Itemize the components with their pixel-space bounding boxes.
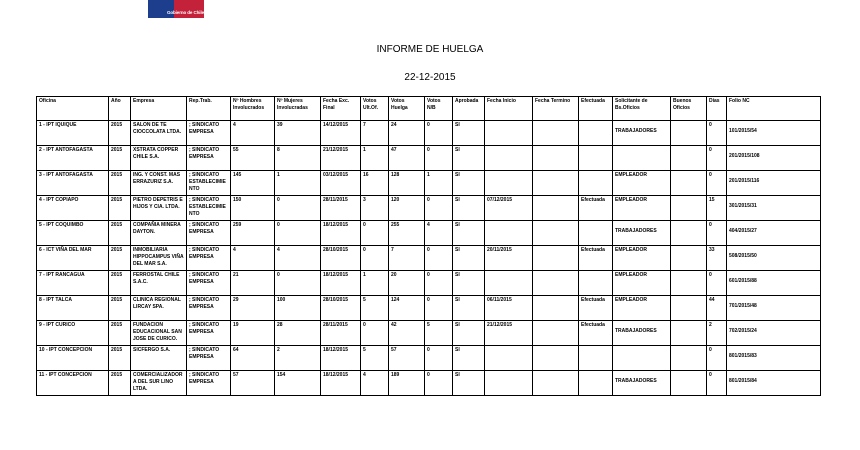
cell-buenos (671, 346, 707, 371)
table-row (37, 246, 821, 271)
cell-votos-huelga: 189 (389, 371, 425, 396)
cell-anio: 2015 (109, 121, 131, 146)
cell-fecha-exc: 18/12/2015 (321, 371, 361, 396)
cell-anio: 2015 (109, 246, 131, 271)
table-row (37, 221, 821, 246)
cell-termino (533, 221, 579, 246)
cell-value: TRABAJADORES (615, 378, 657, 384)
cell-solicitante: EMPLEADOR (613, 171, 671, 196)
cell-inicio: 07/12/2015 (485, 196, 533, 221)
cell-buenos (671, 296, 707, 321)
cell-anio: 2015 (109, 321, 131, 346)
table-row (37, 146, 821, 171)
cell-anio: 2015 (109, 371, 131, 396)
cell-votos-nb: 0 (425, 196, 453, 221)
cell-aprobada: SI (453, 196, 485, 221)
table-row (37, 121, 821, 146)
cell-empresa: INMOBILIARIA HIPPOCAMPUS VIÑA DEL MAR S.A. (131, 246, 187, 271)
cell-rep: ; SINDICATO EMPRESA (187, 321, 231, 346)
cell-fecha-exc: 18/12/2015 (321, 271, 361, 296)
cell-fecha-exc: 28/10/2015 (321, 246, 361, 271)
cell-inicio: 20/11/2015 (485, 246, 533, 271)
cell-votos-nb: 0 (425, 121, 453, 146)
cell-termino (533, 171, 579, 196)
cell-aprobada: SI (453, 171, 485, 196)
cell-inicio (485, 271, 533, 296)
cell-empresa: COMPAÑIA MINERA DAYTON. (131, 221, 187, 246)
cell-folio (727, 296, 821, 321)
cell-efectuada (579, 121, 613, 146)
cell-rep: ; SINDICATO EMPRESA (187, 271, 231, 296)
cell-inicio (485, 371, 533, 396)
cell-buenos (671, 246, 707, 271)
logo-blue-block (148, 0, 174, 18)
cell-value: 801/2015/84 (729, 378, 757, 384)
cell-votos-huelga: 120 (389, 196, 425, 221)
column-header: Solicitante de Bs.Oficios (613, 97, 671, 121)
cell-value: TRABAJADORES (615, 128, 657, 134)
column-header: Votos Huelga (389, 97, 425, 121)
cell-hombres: 21 (231, 271, 275, 296)
cell-mujeres: 100 (275, 296, 321, 321)
cell-anio: 2015 (109, 171, 131, 196)
cell-votos-nb: 0 (425, 146, 453, 171)
cell-inicio (485, 221, 533, 246)
cell-empresa: PIETRO DEPETRIS E HIJOS Y CIA. LTDA. (131, 196, 187, 221)
column-header: Nº Hombres Involucrados (231, 97, 275, 121)
cell-value: 801/2015/83 (729, 353, 757, 359)
cell-votos-ult: 7 (361, 121, 389, 146)
cell-mujeres: 0 (275, 271, 321, 296)
column-header: Votos Ult.Of. (361, 97, 389, 121)
cell-anio: 2015 (109, 146, 131, 171)
cell-oficina: 10 - IPT CONCEPCION (37, 346, 109, 371)
cell-fecha-exc: 21/12/2015 (321, 146, 361, 171)
cell-inicio: 06/11/2015 (485, 296, 533, 321)
column-header: Aprobada (453, 97, 485, 121)
cell-hombres: 64 (231, 346, 275, 371)
cell-value: TRABAJADORES (615, 228, 657, 234)
column-header: Rep.Trab. (187, 97, 231, 121)
cell-termino (533, 346, 579, 371)
cell-votos-nb: 4 (425, 221, 453, 246)
table-header-row (37, 97, 821, 121)
cell-dias: 0 (707, 346, 727, 371)
cell-solicitante: EMPLEADOR (613, 196, 671, 221)
cell-dias: 0 (707, 121, 727, 146)
cell-votos-ult: 0 (361, 246, 389, 271)
cell-solicitante (613, 371, 671, 396)
cell-fecha-exc: 18/12/2015 (321, 346, 361, 371)
cell-votos-ult: 3 (361, 196, 389, 221)
column-header: Fecha Termino (533, 97, 579, 121)
cell-termino (533, 321, 579, 346)
column-header: Fecha Exc. Final (321, 97, 361, 121)
cell-aprobada: SI (453, 246, 485, 271)
cell-dias: 0 (707, 221, 727, 246)
cell-buenos (671, 321, 707, 346)
cell-fecha-exc: 28/10/2015 (321, 296, 361, 321)
cell-votos-ult: 1 (361, 146, 389, 171)
cell-value: 404/2015/27 (729, 228, 757, 234)
cell-fecha-exc: 18/12/2015 (321, 221, 361, 246)
cell-folio (727, 221, 821, 246)
report-date: 22-12-2015 (404, 72, 456, 83)
cell-oficina: 5 - IPT COQUIMBO (37, 221, 109, 246)
table-row (37, 296, 821, 321)
cell-aprobada: SI (453, 296, 485, 321)
cell-empresa: SALON DE TE CIOCCOLATA LTDA. (131, 121, 187, 146)
cell-rep: ; SINDICATO EMPRESA (187, 346, 231, 371)
cell-mujeres: 2 (275, 346, 321, 371)
column-header: Folio NC (727, 97, 821, 121)
cell-votos-ult: 4 (361, 371, 389, 396)
cell-votos-ult: 0 (361, 221, 389, 246)
cell-buenos (671, 171, 707, 196)
cell-anio: 2015 (109, 221, 131, 246)
cell-hombres: 55 (231, 146, 275, 171)
cell-value: 201/2015/108 (729, 153, 760, 159)
cell-votos-huelga: 7 (389, 246, 425, 271)
cell-votos-nb: 1 (425, 171, 453, 196)
cell-buenos (671, 221, 707, 246)
cell-oficina: 11 - IPT CONCEPCION (37, 371, 109, 396)
cell-termino (533, 121, 579, 146)
table-row (37, 271, 821, 296)
cell-oficina: 6 - ICT VIÑA DEL MAR (37, 246, 109, 271)
cell-mujeres: 1 (275, 171, 321, 196)
cell-aprobada: SI (453, 271, 485, 296)
table-row (37, 321, 821, 346)
cell-inicio (485, 346, 533, 371)
cell-termino (533, 371, 579, 396)
cell-termino (533, 296, 579, 321)
cell-termino (533, 146, 579, 171)
cell-value: TRABAJADORES (615, 328, 657, 334)
cell-buenos (671, 196, 707, 221)
strike-table (36, 96, 821, 396)
cell-rep: ; SINDICATO EMPRESA (187, 221, 231, 246)
cell-hombres: 145 (231, 171, 275, 196)
cell-efectuada: Efectuada (579, 196, 613, 221)
cell-mujeres: 28 (275, 321, 321, 346)
cell-mujeres: 4 (275, 246, 321, 271)
cell-folio (727, 321, 821, 346)
cell-buenos (671, 146, 707, 171)
cell-mujeres: 154 (275, 371, 321, 396)
cell-efectuada: Efectuada (579, 246, 613, 271)
cell-fecha-exc: 03/12/2015 (321, 171, 361, 196)
cell-folio (727, 271, 821, 296)
cell-votos-huelga: 47 (389, 146, 425, 171)
cell-dias: 0 (707, 271, 727, 296)
cell-votos-ult: 5 (361, 346, 389, 371)
cell-folio (727, 196, 821, 221)
cell-aprobada: SI (453, 371, 485, 396)
cell-empresa: SICFERGO S.A. (131, 346, 187, 371)
cell-buenos (671, 271, 707, 296)
cell-solicitante (613, 346, 671, 371)
cell-hombres: 57 (231, 371, 275, 396)
cell-hombres: 19 (231, 321, 275, 346)
cell-value: 601/2015/88 (729, 278, 757, 284)
cell-value: 301/2015/31 (729, 203, 757, 209)
cell-dias: 0 (707, 146, 727, 171)
cell-inicio (485, 171, 533, 196)
cell-anio: 2015 (109, 271, 131, 296)
cell-dias: 33 (707, 246, 727, 271)
cell-efectuada (579, 221, 613, 246)
cell-mujeres: 39 (275, 121, 321, 146)
cell-oficina: 7 - IPT RANCAGUA (37, 271, 109, 296)
cell-efectuada (579, 346, 613, 371)
cell-votos-huelga: 255 (389, 221, 425, 246)
cell-aprobada: SI (453, 146, 485, 171)
cell-empresa: CLINICA REGIONAL LIRCAY SPA. (131, 296, 187, 321)
cell-inicio (485, 121, 533, 146)
cell-fecha-exc: 28/11/2015 (321, 196, 361, 221)
column-header: Año (109, 97, 131, 121)
cell-value: 701/2015/48 (729, 303, 757, 309)
cell-termino (533, 246, 579, 271)
table-row (37, 346, 821, 371)
cell-empresa: ING. Y CONST. MAS ERRAZURIZ S.A. (131, 171, 187, 196)
cell-mujeres: 0 (275, 196, 321, 221)
table-row (37, 171, 821, 196)
cell-buenos (671, 121, 707, 146)
cell-efectuada: Efectuada (579, 321, 613, 346)
cell-solicitante (613, 121, 671, 146)
cell-votos-nb: 0 (425, 346, 453, 371)
cell-inicio: 21/12/2015 (485, 321, 533, 346)
cell-solicitante: EMPLEADOR (613, 296, 671, 321)
cell-hombres: 4 (231, 246, 275, 271)
government-logo (148, 0, 204, 18)
cell-votos-huelga: 42 (389, 321, 425, 346)
cell-votos-nb: 0 (425, 371, 453, 396)
column-header: Empresa (131, 97, 187, 121)
cell-aprobada: SI (453, 346, 485, 371)
cell-votos-huelga: 57 (389, 346, 425, 371)
cell-rep: ; SINDICATO EMPRESA (187, 296, 231, 321)
cell-dias: 0 (707, 371, 727, 396)
cell-dias: 15 (707, 196, 727, 221)
cell-votos-huelga: 128 (389, 171, 425, 196)
report-title: INFORME DE HUELGA (376, 44, 484, 55)
cell-hombres: 150 (231, 196, 275, 221)
cell-rep: ; SINDICATO EMPRESA (187, 371, 231, 396)
column-header: Buenos Oficios (671, 97, 707, 121)
cell-anio: 2015 (109, 196, 131, 221)
cell-oficina: 8 - IPT TALCA (37, 296, 109, 321)
cell-empresa: FERROSTAL CHILE S.A.C. (131, 271, 187, 296)
cell-votos-nb: 0 (425, 246, 453, 271)
cell-folio (727, 246, 821, 271)
cell-folio (727, 171, 821, 196)
cell-anio: 2015 (109, 346, 131, 371)
cell-efectuada (579, 271, 613, 296)
cell-folio (727, 121, 821, 146)
cell-value: 702/2015/24 (729, 328, 757, 334)
cell-oficina: 9 - IPT CURICO (37, 321, 109, 346)
cell-empresa: COMERCIALIZADORA DEL SUR LINO LTDA. (131, 371, 187, 396)
logo-text: Gobierno de Chile (166, 10, 204, 15)
cell-hombres: 259 (231, 221, 275, 246)
column-header: Efectuada (579, 97, 613, 121)
cell-value: 201/2015/116 (729, 178, 760, 184)
cell-inicio (485, 146, 533, 171)
cell-dias: 2 (707, 321, 727, 346)
cell-value: 508/2015/50 (729, 253, 757, 259)
logo-red-block (174, 0, 204, 18)
cell-rep: ; SINDICATO EMPRESA (187, 146, 231, 171)
column-header: Días (707, 97, 727, 121)
cell-rep: ; SINDICATO EMPRESA (187, 246, 231, 271)
cell-solicitante (613, 321, 671, 346)
cell-rep: ; SINDICATO EMPRESA (187, 121, 231, 146)
table-row (37, 196, 821, 221)
cell-votos-huelga: 20 (389, 271, 425, 296)
cell-hombres: 4 (231, 121, 275, 146)
column-header: Oficina (37, 97, 109, 121)
cell-dias: 0 (707, 171, 727, 196)
cell-votos-ult: 16 (361, 171, 389, 196)
cell-mujeres: 8 (275, 146, 321, 171)
cell-votos-ult: 1 (361, 271, 389, 296)
cell-folio (727, 371, 821, 396)
table-row (37, 371, 821, 396)
cell-value: 101/2015/54 (729, 128, 757, 134)
cell-empresa: XSTRATA COPPER CHILE S.A. (131, 146, 187, 171)
cell-hombres: 29 (231, 296, 275, 321)
cell-termino (533, 271, 579, 296)
cell-oficina: 1 - IPT IQUIQUE (37, 121, 109, 146)
cell-aprobada: SI (453, 121, 485, 146)
cell-votos-nb: 5 (425, 321, 453, 346)
cell-termino (533, 196, 579, 221)
cell-rep: ; SINDICATO ESTABLECIMIENTO (187, 196, 231, 221)
cell-folio (727, 146, 821, 171)
cell-oficina: 3 - IPT ANTOFAGASTA (37, 171, 109, 196)
cell-dias: 44 (707, 296, 727, 321)
cell-solicitante (613, 221, 671, 246)
cell-fecha-exc: 28/11/2015 (321, 321, 361, 346)
cell-votos-huelga: 24 (389, 121, 425, 146)
cell-mujeres: 0 (275, 221, 321, 246)
cell-votos-ult: 0 (361, 321, 389, 346)
column-header: Fecha Inicio (485, 97, 533, 121)
cell-rep: ; SINDICATO ESTABLECIMIENTO (187, 171, 231, 196)
column-header: Votos N/B (425, 97, 453, 121)
cell-oficina: 2 - IPT ANTOFAGASTA (37, 146, 109, 171)
cell-solicitante: EMPLEADOR (613, 246, 671, 271)
cell-votos-huelga: 124 (389, 296, 425, 321)
cell-empresa: FUNDACION EDUCACIONAL SAN JOSE DE CURICO. (131, 321, 187, 346)
cell-fecha-exc: 14/12/2015 (321, 121, 361, 146)
cell-solicitante: EMPLEADOR (613, 271, 671, 296)
cell-efectuada (579, 146, 613, 171)
cell-votos-ult: 5 (361, 296, 389, 321)
cell-votos-nb: 0 (425, 271, 453, 296)
cell-anio: 2015 (109, 296, 131, 321)
cell-buenos (671, 371, 707, 396)
cell-efectuada: Efectuada (579, 296, 613, 321)
column-header: Nº Mujeres Involucradas (275, 97, 321, 121)
cell-aprobada: SI (453, 321, 485, 346)
cell-oficina: 4 - IPT COPIAPO (37, 196, 109, 221)
cell-votos-nb: 0 (425, 296, 453, 321)
cell-folio (727, 346, 821, 371)
cell-efectuada (579, 171, 613, 196)
cell-aprobada: SI (453, 221, 485, 246)
cell-solicitante (613, 146, 671, 171)
cell-efectuada (579, 371, 613, 396)
